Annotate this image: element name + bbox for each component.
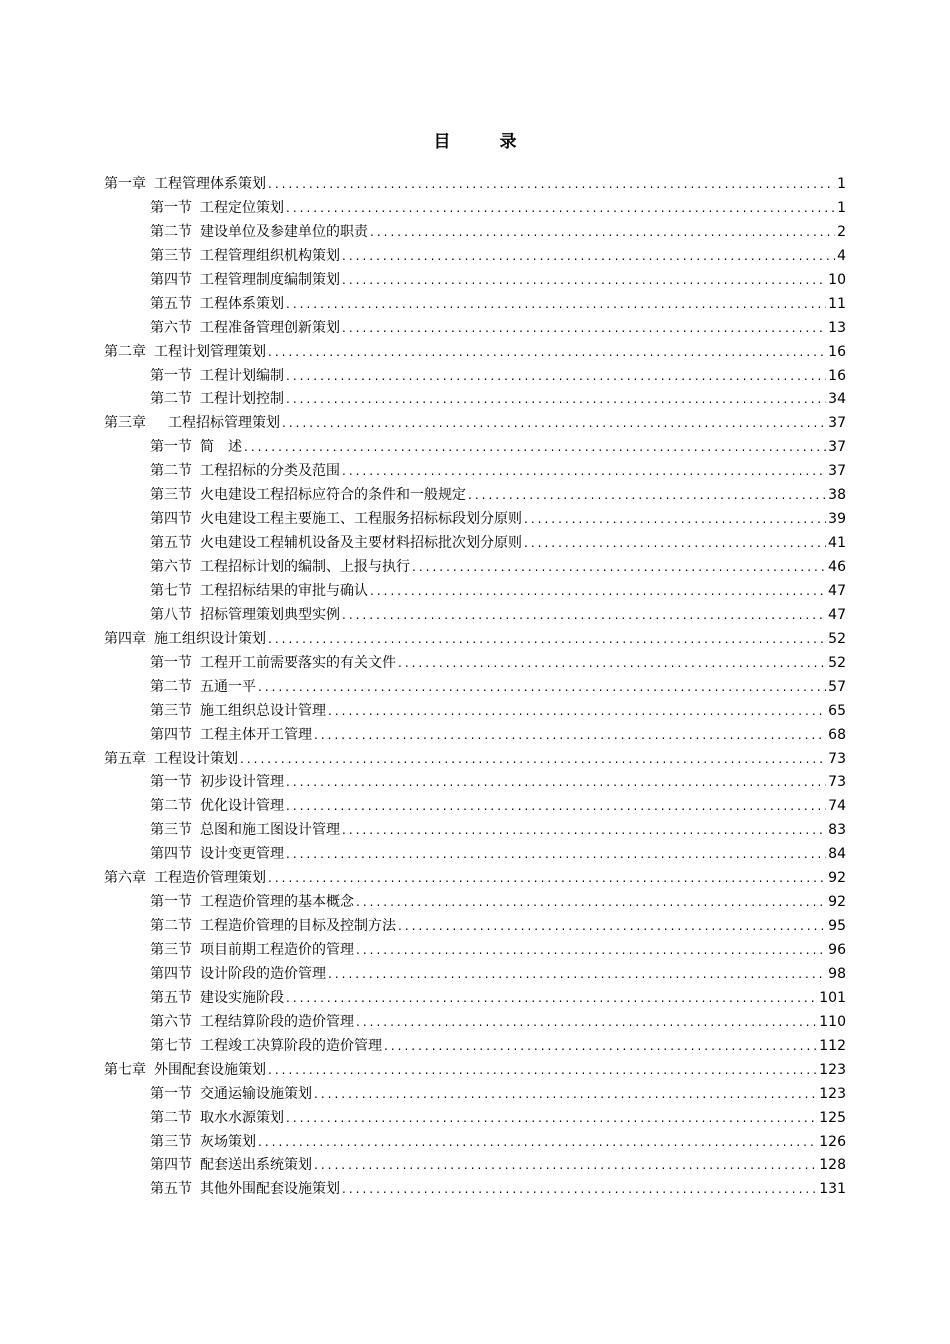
toc-entry-number: 第三节 xyxy=(150,1133,192,1150)
toc-dot-leader xyxy=(286,1107,817,1131)
toc-entry-title: 灰场策划 xyxy=(200,1133,256,1150)
toc-page-number: 98 xyxy=(828,965,846,982)
toc-page-number: 95 xyxy=(828,918,846,935)
toc-entry-title: 初步设计管理 xyxy=(200,774,284,791)
toc-chapter-entry[interactable] xyxy=(104,628,846,652)
toc-entry-title: 工程管理制度编制策划 xyxy=(200,271,340,288)
toc-dot-leader xyxy=(356,891,826,915)
toc-entry-label xyxy=(150,556,410,580)
toc-chapter-entry[interactable] xyxy=(104,748,846,772)
toc-page-number: 39 xyxy=(828,511,846,528)
toc-dot-leader xyxy=(370,580,826,604)
toc-page-number: 47 xyxy=(828,582,846,599)
toc-dot-leader xyxy=(356,1011,817,1035)
toc-entry-title: 施工组织设计策划 xyxy=(154,630,266,647)
toc-dot-leader xyxy=(268,173,835,197)
toc-entry-number: 第二节 xyxy=(150,391,192,408)
toc-section-entry[interactable] xyxy=(104,532,846,556)
toc-dot-leader xyxy=(268,1059,817,1083)
toc-page-number: 52 xyxy=(828,630,846,647)
toc-section-entry[interactable] xyxy=(104,771,846,795)
toc-dot-leader xyxy=(342,819,826,843)
toc-dot-leader xyxy=(286,365,826,389)
toc-page-number: 83 xyxy=(828,822,846,839)
toc-page-number: 46 xyxy=(828,559,846,575)
toc-section-entry[interactable] xyxy=(104,556,846,580)
toc-page-number: 47 xyxy=(828,606,846,623)
toc-entry-label xyxy=(150,652,396,676)
toc-entry-number: 第四节 xyxy=(150,511,192,528)
toc-page-number: 16 xyxy=(828,343,846,360)
toc-section-entry[interactable] xyxy=(104,245,846,269)
toc-dot-leader xyxy=(258,1131,817,1155)
toc-page-number: 11 xyxy=(828,295,846,312)
toc-page-number: 65 xyxy=(828,702,846,719)
toc-dot-leader xyxy=(268,341,826,365)
toc-section-entry[interactable] xyxy=(104,293,846,317)
toc-page-number: 73 xyxy=(828,774,846,791)
toc-entry-title: 工程开工前需要落实的有关文件 xyxy=(200,654,396,671)
toc-entry-title: 火电建设工程主要施工、工程服务招标标段划分原则 xyxy=(200,511,522,528)
toc-entry-label xyxy=(150,460,340,484)
toc-entry-label xyxy=(150,819,340,843)
toc-entry-title: 工程体系策划 xyxy=(200,295,284,312)
toc-entry-number: 第四节 xyxy=(150,271,192,288)
toc-dot-leader xyxy=(286,197,835,221)
toc-entry-number: 第二章 xyxy=(104,343,146,360)
toc-page-number: 110 xyxy=(819,1013,846,1030)
toc-dot-leader xyxy=(328,700,826,724)
toc-entry-title: 工程管理组织机构策划 xyxy=(200,247,340,264)
toc-entry-label xyxy=(150,532,522,556)
toc-entry-title: 工程主体开工管理 xyxy=(200,726,312,743)
toc-page-number: 101 xyxy=(819,989,846,1006)
toc-entry-label xyxy=(150,293,284,317)
toc-entry-number: 第二节 xyxy=(150,798,192,815)
toc-entry-number: 第六节 xyxy=(150,1013,192,1030)
toc-entry-title: 工程计划管理策划 xyxy=(154,343,266,360)
toc-entry-title: 工程招标计划的编制、上报与执行 xyxy=(200,559,410,575)
toc-dot-leader xyxy=(282,412,826,436)
toc-dot-leader xyxy=(398,915,826,939)
toc-entry-title: 工程计划控制 xyxy=(200,391,284,408)
toc-dot-leader xyxy=(286,795,826,819)
toc-entry-title: 配套送出系统策划 xyxy=(200,1157,312,1174)
toc-entry-label xyxy=(150,508,522,532)
toc-section-entry[interactable] xyxy=(104,484,846,508)
toc-entry-label xyxy=(104,748,238,772)
toc-entry-number: 第五节 xyxy=(150,1181,192,1198)
toc-entry-title: 五通一平 xyxy=(200,678,256,695)
toc-entry-label xyxy=(150,197,284,221)
toc-entry-label xyxy=(150,317,340,341)
toc-dot-leader xyxy=(398,652,826,676)
toc-entry-number: 第一节 xyxy=(150,774,192,791)
toc-entry-label xyxy=(150,987,284,1011)
toc-entry-title: 工程造价管理策划 xyxy=(154,870,266,887)
toc-chapter-entry[interactable] xyxy=(104,412,846,436)
toc-section-entry[interactable] xyxy=(104,365,846,389)
toc-entry-title: 工程管理体系策划 xyxy=(154,176,266,192)
toc-page-number: 10 xyxy=(828,271,846,288)
toc-dot-leader xyxy=(286,771,826,795)
toc-entry-title: 其他外围配套设施策划 xyxy=(200,1181,340,1198)
toc-entry-label xyxy=(150,1083,312,1107)
toc-dot-leader xyxy=(314,724,826,748)
toc-dot-leader xyxy=(240,748,826,772)
toc-section-entry[interactable] xyxy=(104,269,846,293)
toc-dot-leader xyxy=(342,1178,817,1202)
toc-section-entry[interactable] xyxy=(104,604,846,628)
toc-entry-title: 建设单位及参建单位的职责 xyxy=(200,223,368,240)
toc-section-entry[interactable] xyxy=(104,1131,846,1155)
toc-section-entry[interactable] xyxy=(104,915,846,939)
toc-section-entry[interactable] xyxy=(104,700,846,724)
toc-dot-leader xyxy=(286,987,817,1011)
toc-entry-label xyxy=(104,412,280,436)
toc-dot-leader xyxy=(328,963,826,987)
toc-entry-label xyxy=(150,1035,382,1059)
toc-entry-number: 第一章 xyxy=(104,176,146,192)
toc-entry-number: 第六章 xyxy=(104,870,146,887)
toc-dot-leader xyxy=(524,532,826,556)
toc-entry-label xyxy=(104,867,266,891)
toc-dot-leader xyxy=(342,245,835,269)
toc-entry-title: 施工组织总设计管理 xyxy=(200,702,326,719)
toc-dot-leader xyxy=(286,293,826,317)
toc-section-entry[interactable] xyxy=(104,939,846,963)
toc-section-entry[interactable] xyxy=(104,1011,846,1035)
toc-dot-leader xyxy=(244,436,826,460)
toc-dot-leader xyxy=(370,221,835,245)
toc-entry-title: 建设实施阶段 xyxy=(200,989,284,1006)
toc-dot-leader xyxy=(342,604,826,628)
toc-dot-leader xyxy=(356,939,826,963)
toc-entry-label xyxy=(150,891,354,915)
toc-entry-number: 第五节 xyxy=(150,535,192,552)
toc-dot-leader xyxy=(342,460,826,484)
toc-page-number: 4 xyxy=(837,247,846,264)
toc-entry-label xyxy=(150,580,368,604)
toc-entry-number: 第三节 xyxy=(150,247,192,264)
toc-entry-label xyxy=(150,676,256,700)
toc-page-number: 37 xyxy=(828,439,846,456)
toc-section-entry[interactable] xyxy=(104,508,846,532)
toc-section-entry[interactable] xyxy=(104,1178,846,1202)
toc-section-entry[interactable] xyxy=(104,724,846,748)
toc-entry-title: 工程招标管理策划 xyxy=(154,415,280,432)
toc-page-number: 52 xyxy=(828,654,846,671)
toc-entry-number: 第六节 xyxy=(150,319,192,336)
toc-section-entry[interactable] xyxy=(104,580,846,604)
toc-section-entry[interactable] xyxy=(104,221,846,245)
toc-entry-title: 简 述 xyxy=(200,439,242,456)
toc-entry-number: 第四节 xyxy=(150,965,192,982)
toc-entry-title: 工程造价管理的基本概念 xyxy=(200,894,354,911)
toc-entry-number: 第二节 xyxy=(150,918,192,935)
toc-entry-title: 火电建设工程辅机设备及主要材料招标批次划分原则 xyxy=(200,535,522,552)
toc-entry-label xyxy=(104,1059,266,1083)
toc-entry-number: 第五节 xyxy=(150,295,192,312)
toc-entry-label xyxy=(104,341,266,365)
toc-entry-number: 第一节 xyxy=(150,367,192,384)
toc-entry-title: 设计阶段的造价管理 xyxy=(200,965,326,982)
toc-entry-number: 第五节 xyxy=(150,989,192,1006)
toc-section-entry[interactable] xyxy=(104,436,846,460)
toc-entry-number: 第七节 xyxy=(150,582,192,599)
toc-entry-label xyxy=(104,173,266,197)
toc-section-entry[interactable] xyxy=(104,843,846,867)
toc-entry-label xyxy=(150,795,284,819)
toc-entry-number: 第二节 xyxy=(150,678,192,695)
toc-chapter-entry[interactable] xyxy=(104,341,846,365)
toc-page-number: 123 xyxy=(819,1061,846,1078)
toc-entry-number: 第三节 xyxy=(150,822,192,839)
toc-dot-leader xyxy=(342,317,826,341)
toc-entry-label xyxy=(150,915,396,939)
toc-entry-label xyxy=(150,484,466,508)
toc-page-number: 1 xyxy=(837,199,846,216)
toc-entry-number: 第四章 xyxy=(104,630,146,647)
toc-dot-leader xyxy=(268,867,826,891)
toc-section-entry[interactable] xyxy=(104,1083,846,1107)
toc-dot-leader xyxy=(468,484,826,508)
toc-entry-label xyxy=(104,628,266,652)
toc-section-entry[interactable] xyxy=(104,1107,846,1131)
toc-entry-number: 第四节 xyxy=(150,1157,192,1174)
toc-entry-title: 设计变更管理 xyxy=(200,846,284,863)
toc-page-number: 73 xyxy=(828,750,846,767)
table-of-contents xyxy=(104,173,846,1202)
toc-entry-title: 火电建设工程招标应符合的条件和一般规定 xyxy=(200,487,466,504)
toc-page-number: 37 xyxy=(828,415,846,432)
toc-entry-label xyxy=(150,1107,284,1131)
toc-entry-number: 第三节 xyxy=(150,702,192,719)
toc-entry-title: 工程设计策划 xyxy=(154,750,238,767)
toc-entry-number: 第四节 xyxy=(150,726,192,743)
toc-entry-number: 第七章 xyxy=(104,1061,146,1078)
toc-page-number: 16 xyxy=(828,367,846,384)
toc-entry-label xyxy=(150,436,242,460)
toc-page-number: 34 xyxy=(828,391,846,408)
toc-dot-leader xyxy=(412,556,826,580)
toc-entry-label xyxy=(150,388,284,412)
toc-dot-leader xyxy=(524,508,826,532)
toc-entry-number: 第一节 xyxy=(150,199,192,216)
toc-entry-number: 第二节 xyxy=(150,1109,192,1126)
toc-entry-number: 第五章 xyxy=(104,750,146,767)
toc-entry-number: 第六节 xyxy=(150,559,192,575)
toc-entry-number: 第三节 xyxy=(150,487,192,504)
toc-section-entry[interactable] xyxy=(104,819,846,843)
toc-page-number: 57 xyxy=(828,678,846,695)
toc-page-number: 126 xyxy=(819,1133,846,1150)
toc-entry-title: 工程竣工决算阶段的造价管理 xyxy=(200,1037,382,1054)
toc-dot-leader xyxy=(314,1083,817,1107)
toc-entry-label xyxy=(150,963,326,987)
toc-entry-number: 第一节 xyxy=(150,894,192,911)
toc-entry-number: 第三章 xyxy=(104,415,146,432)
toc-section-entry[interactable] xyxy=(104,197,846,221)
toc-entry-title: 优化设计管理 xyxy=(200,798,284,815)
toc-section-entry[interactable] xyxy=(104,460,846,484)
toc-section-entry[interactable] xyxy=(104,652,846,676)
toc-chapter-entry[interactable] xyxy=(104,867,846,891)
toc-entry-label xyxy=(150,724,312,748)
toc-entry-label xyxy=(150,245,340,269)
toc-entry-title: 交通运输设施策划 xyxy=(200,1085,312,1102)
toc-page-number: 2 xyxy=(837,223,846,240)
toc-entry-title: 招标管理策划典型实例 xyxy=(200,606,340,623)
toc-section-entry[interactable] xyxy=(104,891,846,915)
toc-page-number: 13 xyxy=(828,319,846,336)
toc-entry-title: 工程招标结果的审批与确认 xyxy=(200,582,368,599)
toc-dot-leader xyxy=(286,843,826,867)
toc-entry-title: 工程结算阶段的造价管理 xyxy=(200,1013,354,1030)
toc-entry-label xyxy=(150,771,284,795)
toc-section-entry[interactable] xyxy=(104,963,846,987)
toc-page-number: 131 xyxy=(819,1181,846,1198)
toc-page-number: 96 xyxy=(828,942,846,958)
toc-entry-label xyxy=(150,700,326,724)
toc-entry-title: 工程招标的分类及范围 xyxy=(200,463,340,480)
toc-entry-label xyxy=(150,939,354,963)
toc-entry-number: 第八节 xyxy=(150,606,192,623)
toc-page-number: 41 xyxy=(828,535,846,552)
toc-chapter-entry[interactable] xyxy=(104,1059,846,1083)
toc-section-entry[interactable] xyxy=(104,987,846,1011)
toc-entry-label xyxy=(150,365,284,389)
toc-entry-label xyxy=(150,1154,312,1178)
toc-dot-leader xyxy=(384,1035,817,1059)
toc-entry-number: 第一节 xyxy=(150,439,192,456)
toc-page-number: 112 xyxy=(819,1037,846,1054)
toc-title: 目 录 xyxy=(433,132,533,152)
toc-entry-title: 工程计划编制 xyxy=(200,367,284,384)
toc-dot-leader xyxy=(268,628,826,652)
toc-entry-title: 取水水源策划 xyxy=(200,1109,284,1126)
toc-section-entry[interactable] xyxy=(104,1154,846,1178)
toc-dot-leader xyxy=(286,388,826,412)
toc-entry-number: 第七节 xyxy=(150,1037,192,1054)
toc-page-number: 123 xyxy=(819,1085,846,1102)
toc-page-number: 68 xyxy=(828,726,846,743)
toc-entry-title: 项目前期工程造价的管理 xyxy=(200,942,354,958)
toc-page-number: 128 xyxy=(819,1157,846,1174)
toc-page-number: 92 xyxy=(828,894,846,911)
toc-entry-label xyxy=(150,1131,256,1155)
toc-entry-number: 第二节 xyxy=(150,223,192,240)
toc-entry-label xyxy=(150,1011,354,1035)
toc-dot-leader xyxy=(314,1154,817,1178)
toc-entry-number: 第一节 xyxy=(150,1085,192,1102)
toc-section-entry[interactable] xyxy=(104,388,846,412)
toc-section-entry[interactable] xyxy=(104,317,846,341)
toc-page-number: 74 xyxy=(828,798,846,815)
toc-entry-number: 第三节 xyxy=(150,942,192,958)
toc-entry-label xyxy=(150,843,284,867)
toc-section-entry[interactable] xyxy=(104,795,846,819)
toc-entry-number: 第四节 xyxy=(150,846,192,863)
toc-entry-label xyxy=(150,269,340,293)
toc-entry-title: 工程准备管理创新策划 xyxy=(200,319,340,336)
toc-dot-leader xyxy=(258,676,826,700)
toc-entry-title: 外围配套设施策划 xyxy=(154,1061,266,1078)
toc-page-number: 38 xyxy=(828,487,846,504)
toc-chapter-entry[interactable] xyxy=(104,173,846,197)
toc-entry-title: 总图和施工图设计管理 xyxy=(200,822,340,839)
toc-dot-leader xyxy=(342,269,826,293)
toc-entry-label xyxy=(150,604,340,628)
toc-entry-label xyxy=(150,221,368,245)
toc-entry-number: 第一节 xyxy=(150,654,192,671)
toc-entry-title: 工程定位策划 xyxy=(200,199,284,216)
toc-section-entry[interactable] xyxy=(104,676,846,700)
toc-entry-number: 第二节 xyxy=(150,463,192,480)
toc-page-number: 37 xyxy=(828,463,846,480)
toc-entry-title: 工程造价管理的目标及控制方法 xyxy=(200,918,396,935)
toc-page-number: 84 xyxy=(828,846,846,863)
toc-page-number: 92 xyxy=(828,870,846,887)
toc-section-entry[interactable] xyxy=(104,1035,846,1059)
toc-entry-label xyxy=(150,1178,340,1202)
toc-page-number: 1 xyxy=(837,176,846,192)
toc-page-number: 125 xyxy=(819,1109,846,1126)
